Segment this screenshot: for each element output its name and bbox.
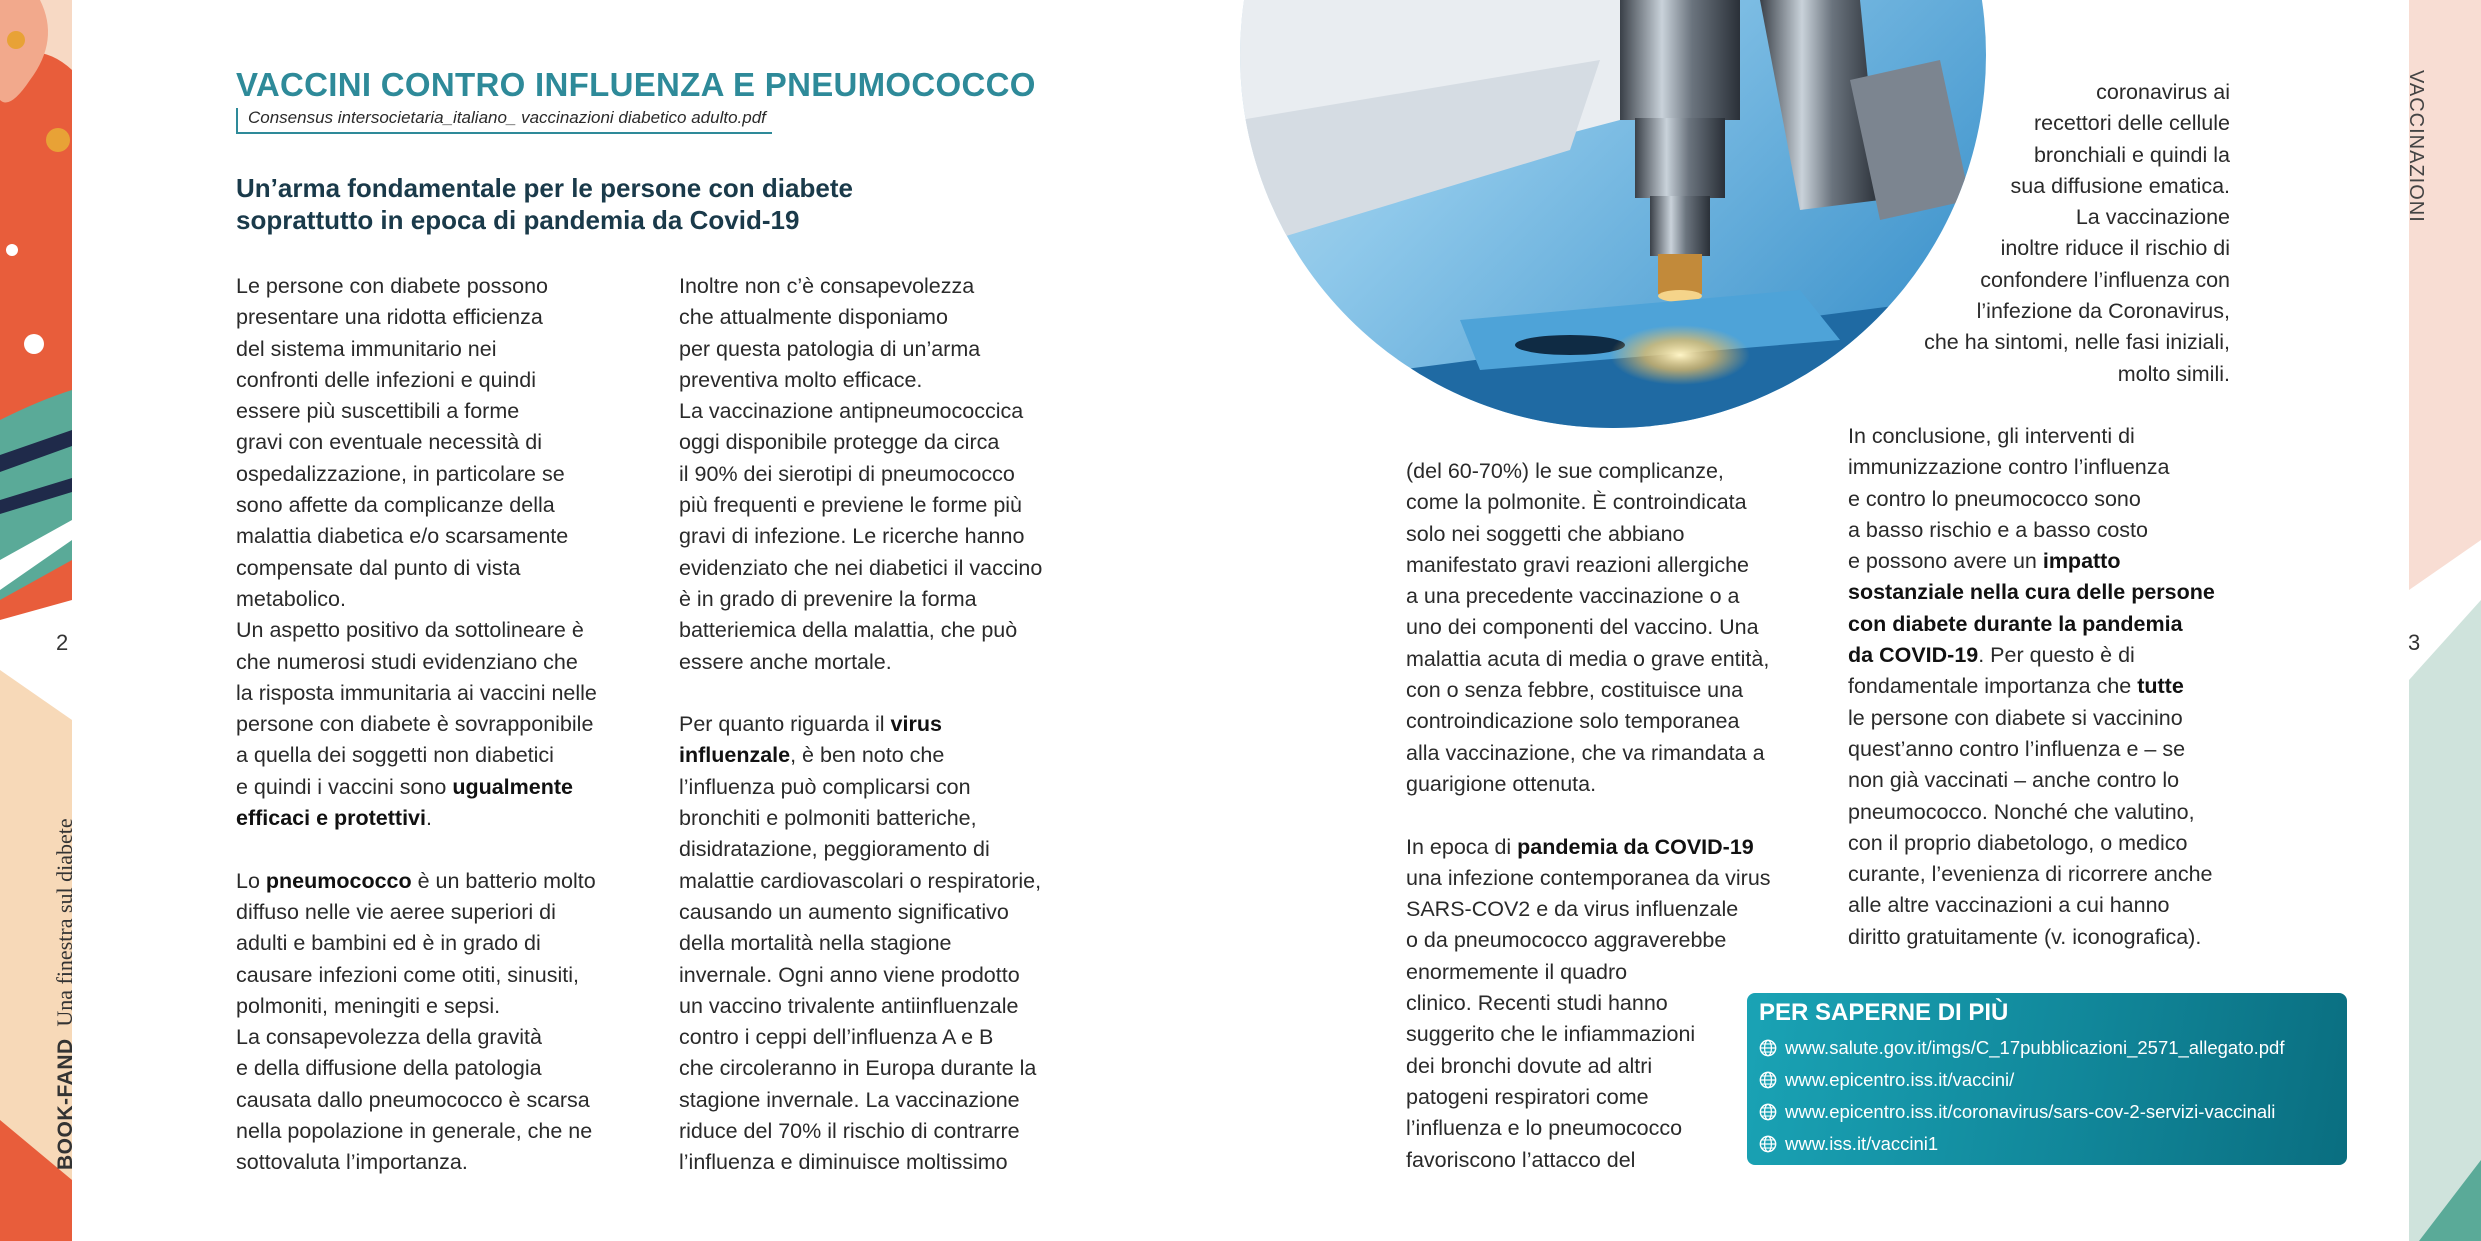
text-run: invernale. Ogni anno viene prodotto — [679, 962, 1020, 987]
text-run: una infezione contemporanea da virus — [1406, 865, 1771, 890]
text-line — [679, 772, 1099, 803]
text-run: e contro lo pneumococco sono — [1848, 486, 2141, 511]
text-line — [236, 553, 646, 584]
text-run: della mortalità nella stagione — [679, 931, 952, 956]
text-run: più frequenti e previene le forme più — [679, 493, 1023, 518]
text-run: (del 60-70%) le sue complicanze, — [1406, 459, 1724, 483]
text-line — [1830, 265, 2230, 296]
subtitle-line: soprattutto in epoca di pandemia da Covid-19 — [236, 205, 800, 235]
text-line — [679, 803, 1099, 834]
text-line — [1406, 925, 1806, 956]
globe-icon — [1759, 1039, 1777, 1057]
text-run: bronchiti e polmoniti batteriche, — [679, 806, 977, 831]
text-line — [236, 928, 646, 959]
text-run: ospedalizzazione, in particolare se — [236, 461, 565, 486]
text-line — [1830, 77, 2230, 108]
text-run: l’influenza e lo pneumococco — [1406, 1116, 1683, 1141]
text-line — [679, 521, 1099, 552]
text-line — [1848, 797, 2268, 828]
text-run: In epoca di — [1406, 834, 1518, 859]
text-run: alla vaccinazione, che va rimandata a — [1406, 740, 1765, 765]
text-line — [236, 772, 646, 803]
text-run: a basso rischio e a basso costo — [1848, 517, 2148, 542]
globe-icon — [1759, 1071, 1777, 1089]
text-run: con il proprio diabetologo, o medico — [1848, 830, 2188, 855]
text-line — [236, 1147, 646, 1178]
text-line — [236, 459, 646, 490]
subtitle-line: Un’arma fondamentale per le persone con diabete — [236, 173, 853, 203]
text-run: la risposta immunitaria ai vaccini nelle — [236, 680, 597, 705]
text-run: è un batterio molto — [411, 868, 596, 893]
text-line — [679, 960, 1099, 991]
text-run: Le persone con diabete possono — [236, 274, 548, 298]
text-line — [236, 271, 646, 302]
text-run: l’influenza e diminuisce moltissimo — [679, 1150, 1008, 1175]
text-run: manifestato gravi reazioni allergiche — [1406, 552, 1749, 577]
section-vertical-label: VACCINAZIONI — [2405, 70, 2427, 223]
text-run: patogeni respiratori come — [1406, 1084, 1649, 1109]
text-run: uno dei componenti del vaccino. Una — [1406, 615, 1759, 640]
text-line — [1830, 108, 2230, 139]
text-line — [236, 1116, 646, 1147]
globe-icon — [1759, 1135, 1777, 1153]
text-line — [236, 960, 646, 991]
text-run: con o senza febbre, costituisce una — [1406, 678, 1744, 703]
text-line — [1848, 577, 2268, 608]
text-line — [679, 866, 1099, 897]
text-line — [1848, 890, 2268, 921]
source-reference: Consensus intersocietaria_italiano_ vaccinazioni diabetico adulto.pdf — [236, 108, 772, 134]
text-run: causando un aumento significativo — [679, 899, 1009, 924]
bold-text: tutte — [2137, 674, 2184, 699]
text-line — [1406, 988, 1806, 1019]
text-run: essere anche mortale. — [679, 649, 892, 674]
page-number-right: 3 — [2408, 630, 2421, 655]
text-line — [1848, 609, 2268, 640]
text-line — [679, 1116, 1099, 1147]
paragraph-gap — [1406, 800, 1806, 831]
text-run: gravi di infezione. Le ricerche hanno — [679, 524, 1025, 549]
text-line — [1406, 456, 1806, 487]
text-line — [1848, 703, 2268, 734]
text-run: molto simili. — [2117, 361, 2230, 386]
text-line — [1830, 171, 2230, 202]
text-line — [236, 334, 646, 365]
text-run: compensate dal punto di vista — [236, 555, 521, 580]
text-line — [679, 1085, 1099, 1116]
text-run: metabolico. — [236, 586, 346, 611]
text-run: curante, l’evenienza di ricorrere anche — [1848, 862, 2213, 887]
text-run: confondere l’influenza con — [1980, 267, 2230, 292]
body-column-2 — [679, 271, 1099, 1179]
text-run: le persone con diabete si vaccinino — [1848, 705, 2183, 730]
text-line — [1830, 233, 2230, 264]
info-link-3[interactable] — [1759, 1101, 2275, 1123]
text-line — [1406, 706, 1806, 737]
text-line — [236, 866, 646, 897]
bold-text: pandemia da COVID-19 — [1517, 834, 1754, 859]
text-run: del sistema immunitario nei — [236, 336, 497, 361]
text-line — [679, 928, 1099, 959]
text-run: o da pneumococco aggraverebbe — [1406, 928, 1727, 953]
text-line — [1848, 546, 2268, 577]
more-info-box — [1747, 993, 2347, 1165]
text-run: gravi con eventuale necessità di — [236, 430, 542, 455]
bold-text: ugualmente — [452, 774, 573, 799]
text-line — [236, 897, 646, 928]
text-line — [679, 1147, 1099, 1178]
text-run: polmoniti, meningiti e sepsi. — [236, 993, 501, 1018]
body-column-3 — [1406, 456, 1806, 1176]
bold-text: da COVID-19 — [1848, 643, 1979, 668]
text-run: adulti e bambini ed è in grado di — [236, 931, 541, 956]
text-run: un vaccino trivalente antiinfluenzale — [679, 993, 1019, 1018]
text-line — [1406, 1051, 1806, 1082]
text-line — [1848, 828, 2268, 859]
text-run: batteriemica della malattia, che può — [679, 618, 1018, 643]
paragraph-gap — [236, 834, 646, 865]
book-name: BOOK-FAND — [54, 1038, 77, 1170]
text-run: e della diffusione della patologia — [236, 1056, 542, 1081]
text-run: . — [425, 806, 432, 831]
text-line — [1406, 644, 1806, 675]
text-line — [1406, 1145, 1806, 1176]
text-line — [679, 365, 1099, 396]
text-run: evidenziato che nei diabetici il vaccino — [679, 555, 1043, 580]
text-run: causata dallo pneumococco è scarsa — [236, 1087, 590, 1112]
text-line — [1406, 550, 1806, 581]
text-run: sottovaluta l’importanza. — [236, 1150, 468, 1175]
text-line — [236, 302, 646, 333]
text-run: bronchiali e quindi la — [2033, 142, 2230, 167]
text-run: solo nei soggetti che abbiano — [1406, 521, 1685, 546]
text-run: malattie cardiovascolari o respiratorie, — [679, 868, 1042, 893]
text-line — [679, 459, 1099, 490]
text-run: nella popolazione in generale, che ne — [236, 1119, 593, 1144]
text-line — [236, 584, 646, 615]
text-run: controindicazione solo temporanea — [1406, 709, 1740, 734]
page-title: VACCINI CONTRO INFLUENZA E PNEUMOCOCCO — [236, 66, 1036, 103]
text-run: sono affette da complicanze della — [236, 493, 555, 518]
text-run: presentare una ridotta efficienza — [236, 305, 543, 330]
bold-text: pneumococco — [265, 868, 412, 893]
text-run: che circoleranno in Europa durante la — [679, 1056, 1037, 1081]
text-line — [1406, 832, 1806, 863]
text-run: clinico. Recenti studi hanno — [1406, 991, 1668, 1016]
bold-text: impatto — [2042, 549, 2121, 574]
text-run: e quindi i vaccini sono — [236, 774, 453, 799]
book-vertical-label — [52, 818, 78, 1170]
text-run: come la polmonite. È controindicata — [1406, 490, 1747, 515]
text-run: enormemente il quadro — [1406, 959, 1628, 984]
paragraph-gap — [679, 678, 1099, 709]
text-line — [679, 334, 1099, 365]
book-tagline: Una finestra sul diabete — [52, 818, 77, 1027]
text-run: disidratazione, peggioramento di — [679, 837, 990, 862]
text-line — [679, 396, 1099, 427]
text-run: a una precedente vaccinazione o a — [1406, 584, 1740, 609]
text-line — [236, 427, 646, 458]
text-line — [1848, 484, 2268, 515]
text-run: recettori delle cellule — [2034, 111, 2230, 136]
text-run: persone con diabete è sovrapponibile — [236, 712, 594, 737]
text-run: , è ben noto che — [790, 743, 945, 768]
text-line — [236, 396, 646, 427]
text-line — [679, 709, 1099, 740]
text-run: fondamentale importanza che — [1848, 674, 2138, 699]
text-run: . Per questo è di — [1978, 643, 2135, 668]
text-run: Un aspetto positivo da sottolineare è — [236, 618, 584, 643]
text-line — [236, 1022, 646, 1053]
text-run: non già vaccinati – anche contro lo — [1848, 768, 2180, 793]
text-line — [679, 302, 1099, 333]
text-line — [1830, 140, 2230, 171]
text-run: coronavirus ai — [2096, 80, 2230, 104]
text-line — [236, 740, 646, 771]
text-run: confronti delle infezioni e quindi — [236, 367, 537, 392]
text-line — [1406, 863, 1806, 894]
text-line — [236, 490, 646, 521]
text-line — [1830, 359, 2230, 390]
text-line — [1848, 421, 2268, 452]
text-run: dei bronchi dovute ad altri — [1406, 1053, 1653, 1078]
page-number-left: 2 — [56, 630, 69, 655]
bold-text: sostanziale nella cura delle persone — [1848, 580, 2215, 605]
text-line — [679, 834, 1099, 865]
text-line — [236, 803, 646, 834]
text-line — [679, 1053, 1099, 1084]
body-column-4-bottom — [1848, 421, 2268, 953]
text-line — [679, 490, 1099, 521]
text-run: contro i ceppi dell’influenza A e B — [679, 1025, 994, 1050]
text-line — [1406, 769, 1806, 800]
text-run: La consapevolezza della gravità — [236, 1025, 542, 1050]
text-line — [1406, 612, 1806, 643]
text-run: l’influenza può complicarsi con — [679, 774, 971, 799]
text-line — [236, 615, 646, 646]
text-run: guarigione ottenuta. — [1406, 771, 1597, 796]
text-line — [1406, 894, 1806, 925]
text-line — [236, 365, 646, 396]
text-run: oggi disponibile protegge da circa — [679, 430, 1000, 455]
text-line — [1848, 922, 2268, 953]
body-column-1 — [236, 271, 646, 1179]
info-link-text[interactable]: www.epicentro.iss.it/coronavirus/sars-cov-2-servizi-vaccinali — [1785, 1101, 2276, 1122]
text-run: In conclusione, gli interventi di — [1848, 424, 2135, 448]
text-line — [236, 709, 646, 740]
text-run: preventiva molto efficace. — [679, 367, 923, 392]
text-run: quest’anno contro l’influenza e – se — [1848, 736, 2186, 761]
text-line — [679, 271, 1099, 302]
text-run: pneumococco. Nonché che valutino, — [1848, 799, 2195, 824]
text-line — [1406, 1082, 1806, 1113]
text-run: La vaccinazione antipneumococcica — [679, 399, 1024, 424]
text-line — [679, 584, 1099, 615]
text-run: riduce del 70% il rischio di contrarre — [679, 1119, 1020, 1144]
text-run: malattia acuta di media o grave entità, — [1406, 646, 1770, 671]
bold-text: con diabete durante la pandemia — [1848, 611, 2183, 636]
text-run: e possono avere un — [1848, 549, 2043, 574]
text-run: il 90% dei sierotipi di pneumococco — [679, 461, 1015, 486]
text-run: Per quanto riguarda il — [679, 712, 891, 737]
bold-text: influenzale — [679, 743, 791, 768]
text-run: stagione invernale. La vaccinazione — [679, 1087, 1020, 1112]
text-run: malattia diabetica e/o scarsamente — [236, 524, 569, 549]
text-line — [679, 897, 1099, 928]
info-link-text[interactable]: www.iss.it/vaccini1 — [1785, 1133, 1939, 1154]
text-run: che attualmente disponiamo — [679, 305, 948, 330]
body-column-4-top — [1830, 77, 2230, 390]
text-run: suggerito che le infiammazioni — [1406, 1022, 1696, 1047]
text-line — [236, 991, 646, 1022]
text-line — [1406, 1113, 1806, 1144]
info-link-2[interactable] — [1759, 1069, 2014, 1091]
text-line — [1406, 581, 1806, 612]
text-run: Lo — [236, 868, 266, 893]
text-line — [1406, 487, 1806, 518]
text-line — [1848, 671, 2268, 702]
text-line — [1406, 1019, 1806, 1050]
text-line — [679, 427, 1099, 458]
text-run: che numerosi studi evidenziano che — [236, 649, 578, 674]
text-run: SARS-COV2 e da virus influenzale — [1406, 897, 1739, 922]
text-line — [236, 1085, 646, 1116]
text-run: per questa patologia di un’arma — [679, 336, 981, 361]
text-run: diritto gratuitamente (v. iconografica). — [1848, 924, 2202, 949]
text-line — [1406, 675, 1806, 706]
text-run: La vaccinazione — [2075, 205, 2230, 230]
more-info-title: PER SAPERNE DI PIÙ — [1759, 999, 2009, 1026]
text-line — [679, 1022, 1099, 1053]
info-link-text[interactable]: www.salute.gov.it/imgs/C_17pubblicazioni_2571_allegato.pdf — [1785, 1037, 2285, 1058]
text-run: inoltre riduce il rischio di — [2000, 236, 2230, 261]
text-run: alle altre vaccinazioni a cui hanno — [1848, 893, 2170, 918]
text-line — [1848, 452, 2268, 483]
text-line — [1406, 738, 1806, 769]
text-line — [1830, 327, 2230, 358]
text-run: che ha sintomi, nelle fasi iniziali, — [1924, 330, 2230, 355]
bold-text: virus — [890, 712, 942, 737]
text-line — [1406, 957, 1806, 988]
text-line — [1848, 515, 2268, 546]
text-line — [236, 521, 646, 552]
text-run: l’infezione da Coronavirus, — [1976, 299, 2230, 324]
text-run: Inoltre non c’è consapevolezza — [679, 274, 975, 298]
text-line — [679, 740, 1099, 771]
text-run: sua diffusione ematica. — [2010, 173, 2230, 198]
text-line — [236, 1053, 646, 1084]
bold-text: efficaci e protettivi — [236, 806, 426, 831]
text-line — [1830, 296, 2230, 327]
text-line — [1848, 765, 2268, 796]
text-run: favoriscono l’attacco del — [1406, 1147, 1636, 1172]
text-line — [236, 678, 646, 709]
info-link-text[interactable]: www.epicentro.iss.it/vaccini/ — [1785, 1069, 2015, 1090]
text-run: è in grado di prevenire la forma — [679, 586, 977, 611]
text-line — [1406, 519, 1806, 550]
text-line — [679, 647, 1099, 678]
globe-icon — [1759, 1103, 1777, 1121]
text-run: diffuso nelle vie aeree superiori di — [236, 899, 556, 924]
text-line — [1848, 734, 2268, 765]
info-link-4[interactable] — [1759, 1133, 1938, 1155]
subtitle — [236, 172, 976, 236]
text-line — [679, 991, 1099, 1022]
text-run: causare infezioni come otiti, sinusiti, — [236, 962, 579, 987]
text-line — [679, 615, 1099, 646]
text-run: essere più suscettibili a forme — [236, 399, 520, 424]
text-run: a quella dei soggetti non diabetici — [236, 743, 554, 768]
text-line — [1830, 202, 2230, 233]
text-line — [236, 647, 646, 678]
info-link-1[interactable] — [1759, 1037, 2284, 1059]
text-run: immunizzazione contro l’influenza — [1848, 455, 2170, 480]
text-line — [679, 553, 1099, 584]
text-line — [1848, 640, 2268, 671]
text-line — [1848, 859, 2268, 890]
